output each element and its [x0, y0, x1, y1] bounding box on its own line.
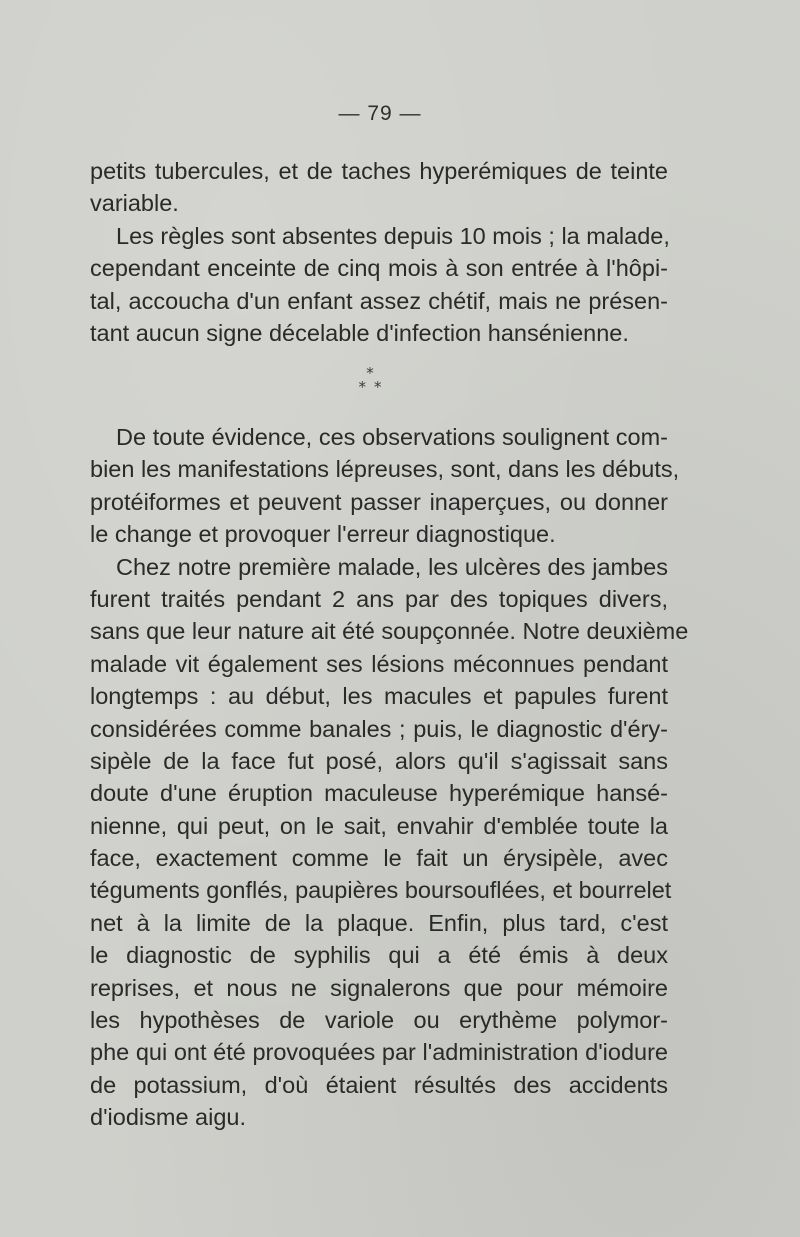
text-line: phe qui ont été provoquées par l'administration d'iodure [90, 1039, 668, 1066]
text-line: protéiformes et peuvent passer inaperçues, ou donner [90, 488, 668, 515]
text-line: malade vit également ses lésions méconnues pendant [90, 650, 668, 677]
text-line: net à la limite de la plaque. Enfin, plus tard, c'est [90, 909, 668, 936]
text-line: le change et provoquer l'erreur diagnostique. [90, 521, 556, 548]
text-line: sans que leur nature ait été soupçonnée. Notre deuxième [90, 618, 689, 645]
text-line: tal, accoucha d'un enfant assez chétif, mais ne présen- [90, 287, 668, 314]
paragraph-top [90, 155, 668, 349]
text-line: les hypothèses de variole ou erythème polymor- [90, 1007, 668, 1034]
asterism-top-star: * [366, 364, 374, 382]
text-line: Les règles sont absentes depuis 10 mois ; la malade, [116, 222, 670, 249]
text-line: De toute évidence, ces observations soulignent com- [116, 424, 668, 450]
asterism-bottom-stars: ** [358, 378, 390, 396]
text-line: d'iodisme aigu. [90, 1104, 247, 1131]
page-number: — 79 — [338, 102, 422, 125]
text-line: doute d'une éruption maculeuse hyperémique hansé- [90, 780, 668, 807]
text-line: téguments gonflés, paupières boursouflées, et bourrelet [90, 877, 672, 904]
text-line: Chez notre première malade, les ulcères des jambes [116, 553, 668, 580]
text-line: furent traités pendant 2 ans par des topiques divers, [90, 585, 668, 612]
text-line: considérées comme banales ; puis, le diagnostic d'éry- [90, 715, 668, 742]
text-line: face, exactement comme le fait un érysipèle, avec [90, 845, 668, 872]
text-line: le diagnostic de syphilis qui a été émis à deux [90, 942, 668, 969]
text-line: variable. [90, 190, 179, 217]
paragraph-bottom [90, 421, 689, 1134]
text-line: cependant enceinte de cinq mois à son entrée à l'hôpi- [90, 255, 668, 282]
text-line: bien les manifestations lépreuses, sont, dans les débuts, [90, 456, 680, 483]
text-line: petits tubercules, et de taches hyperémiques de teinte [90, 158, 668, 184]
text-line: sipèle de la face fut posé, alors qu'il s'agissait sans [90, 747, 668, 774]
asterism-separator [0, 366, 740, 394]
text-line: reprises, et nous ne signalerons que pour mémoire [90, 974, 668, 1001]
text-line: de potassium, d'où étaient résultés des accidents [90, 1071, 668, 1098]
text-line: nienne, qui peut, on le sait, envahir d'emblée toute la [90, 812, 668, 839]
text-line: tant aucun signe décelable d'infection hansénienne. [90, 319, 629, 346]
text-line: longtemps : au début, les macules et papules furent [90, 683, 668, 710]
